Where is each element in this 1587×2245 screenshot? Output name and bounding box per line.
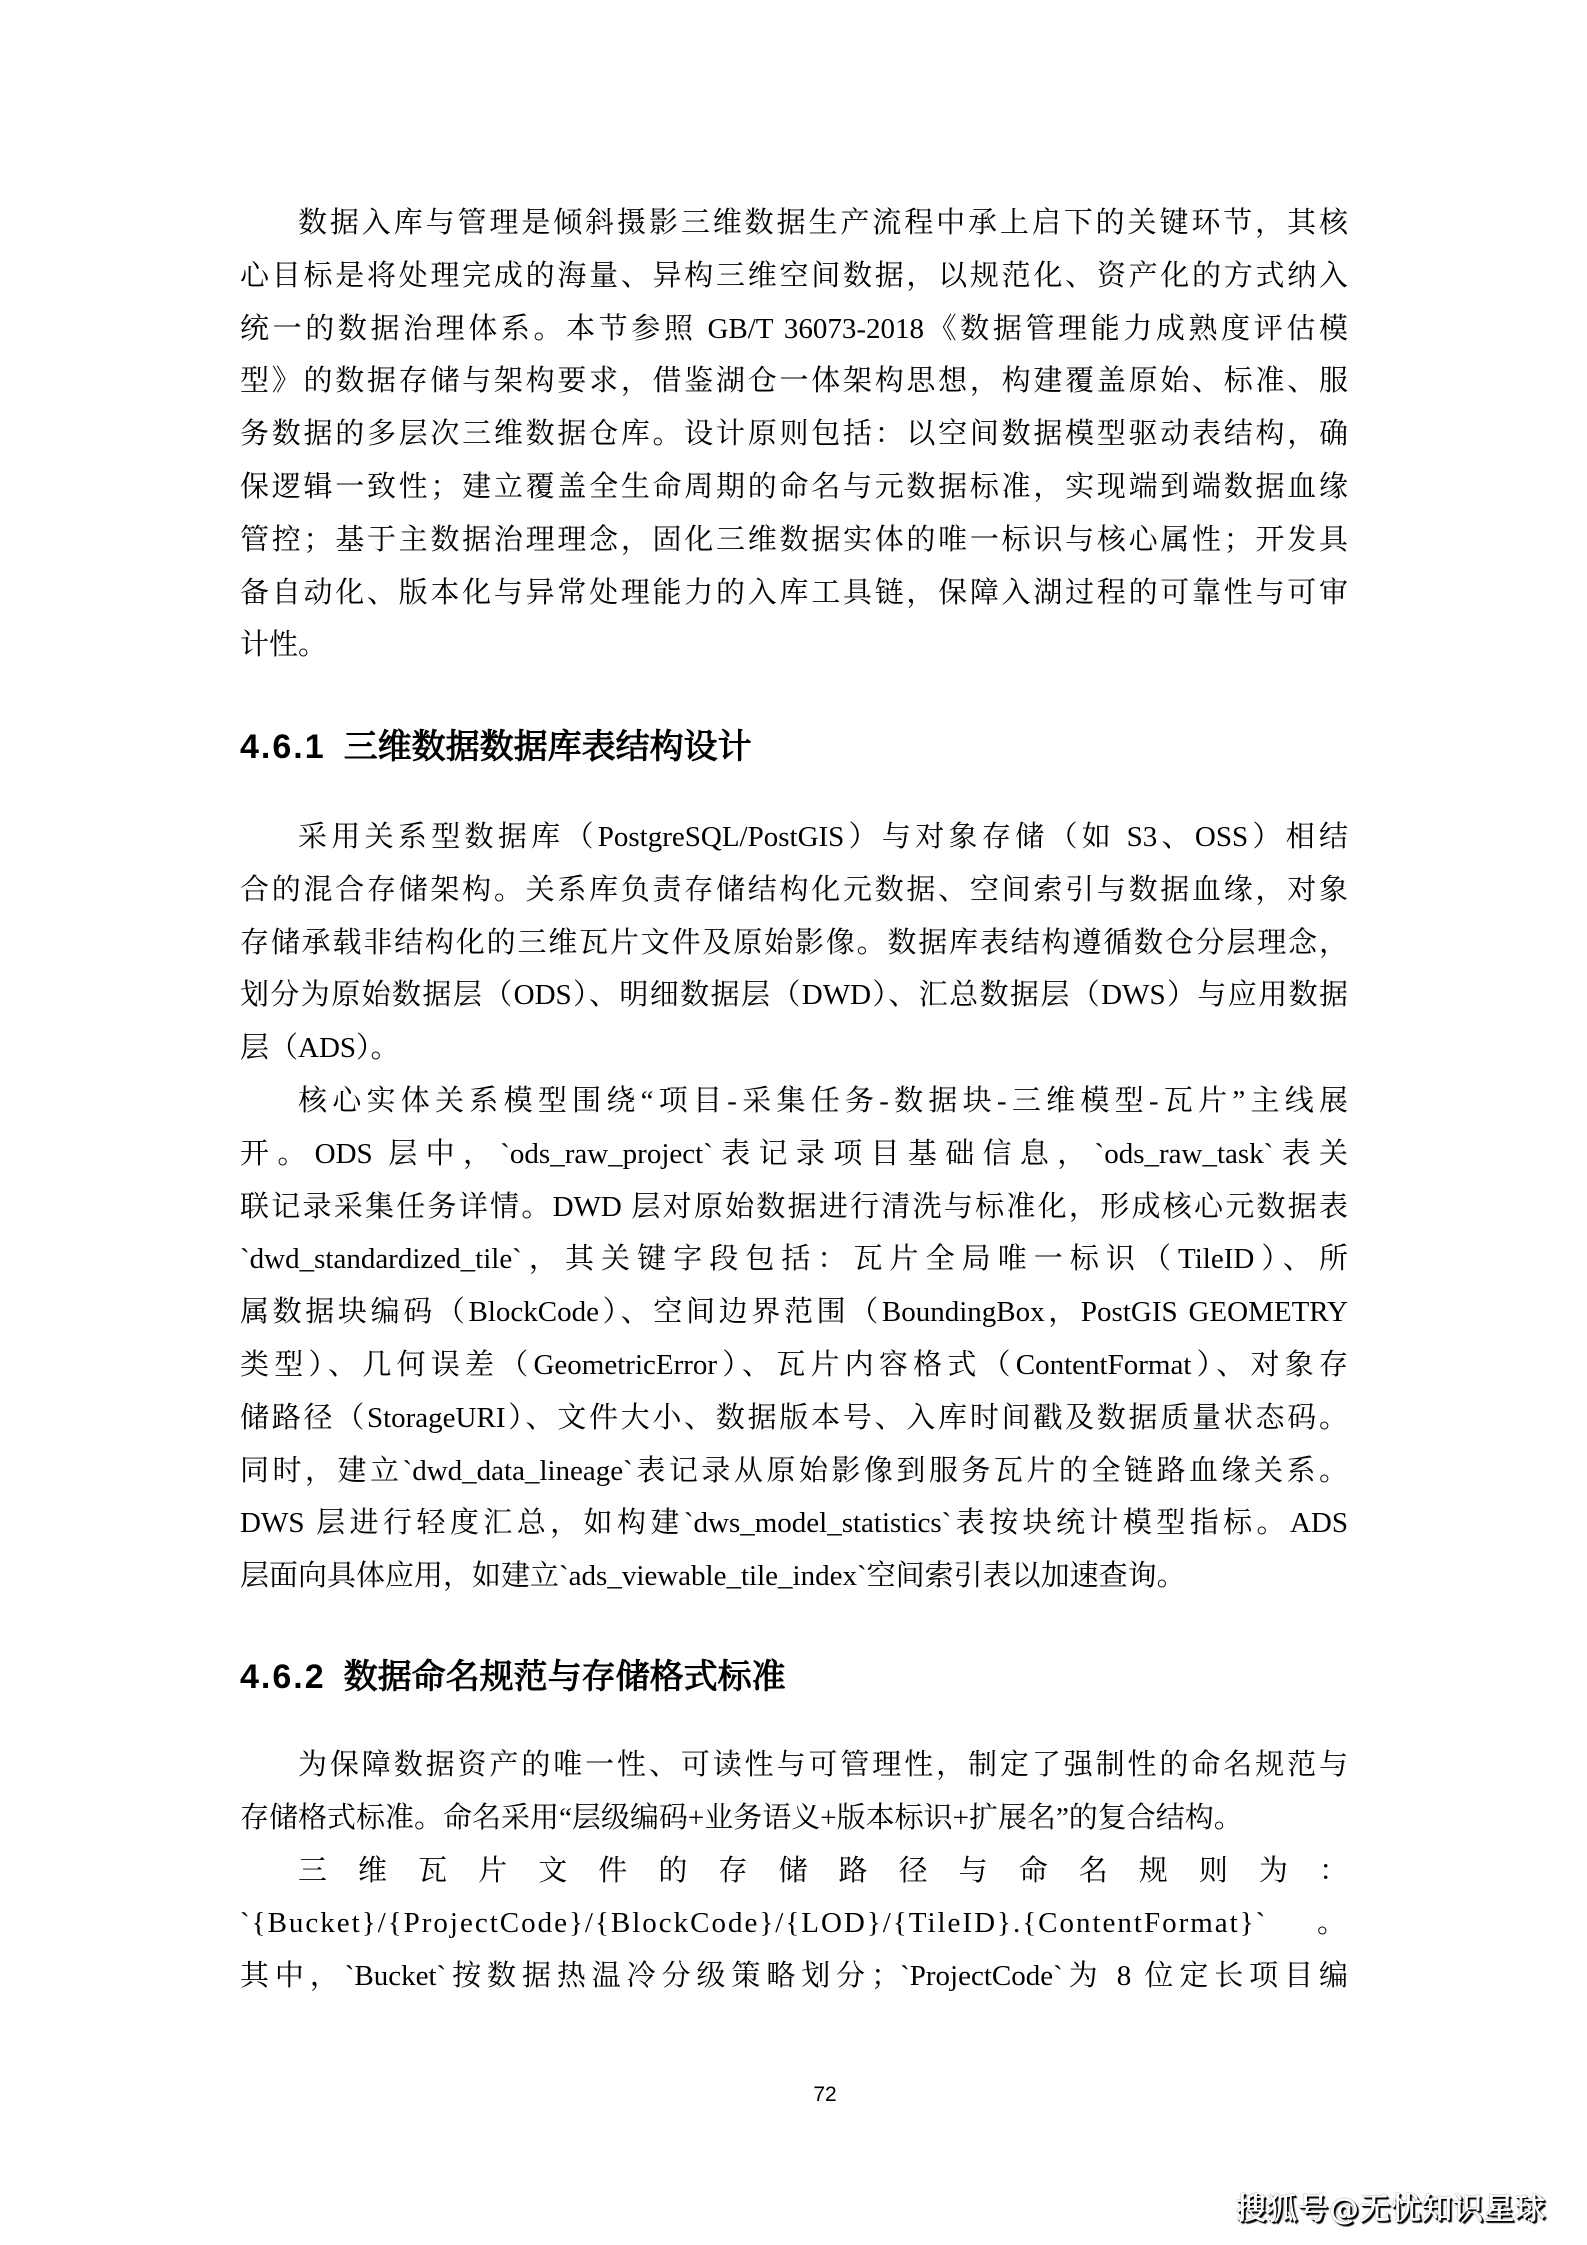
paragraph-naming-standard xyxy=(240,1739,1348,1845)
section-number: 4.6.2 xyxy=(240,1658,326,1696)
text-line: 管控；基于主数据治理理念，固化三维数据实体的唯一标识与核心属性；开发具 xyxy=(240,523,1348,556)
text-line: 为保障数据资产的唯一性、可读性与可管理性，制定了强制性的命名规范与 xyxy=(298,1749,1348,1781)
text-line: 开。ODS 层中，`ods_raw_project`表记录项目基础信息，`ods_raw_task`表关 xyxy=(240,1137,1348,1170)
text-line: 保逻辑一致性；建立覆盖全生命周期的命名与元数据标准，实现端到端数据血缘 xyxy=(240,470,1348,503)
text-line: 存储承载非结构化的三维瓦片文件及原始影像。数据库表结构遵循数仓分层理念， xyxy=(240,926,1348,959)
text-line: 备自动化、版本化与异常处理能力的入库工具链，保障入湖过程的可靠性与可审 xyxy=(240,576,1348,609)
text-line: 心目标是将处理完成的海量、异构三维空间数据，以规范化、资产化的方式纳入 xyxy=(240,259,1348,292)
section-title: 三维数据数据库表结构设计 xyxy=(343,727,752,767)
text-line: 层面向具体应用，如建立`ads_viewable_tile_index`空间索引表以加速查询。 xyxy=(240,1560,1186,1593)
paragraph-storage-architecture xyxy=(240,811,1348,1075)
text-line: 计性。 xyxy=(240,629,328,662)
text-line: 联记录采集任务详情。DWD 层对原始数据进行清洗与标准化，形成核心元数据表 xyxy=(240,1190,1348,1223)
text-line: 类型）、几何误差（GeometricError）、瓦片内容格式（ContentFormat）、对象存 xyxy=(240,1348,1348,1381)
text-line: 型》的数据存储与架构要求，借鉴湖仓一体架构思想，构建覆盖原始、标准、服 xyxy=(240,365,1348,398)
paragraph-storage-path-rule xyxy=(240,1845,1348,2003)
text-line: 存储格式标准。命名采用“层级编码+业务语义+版本标识+扩展名”的复合结构。 xyxy=(240,1801,1243,1834)
watermark: 搜狐号@无忧知识星球 xyxy=(1236,2192,1546,2227)
text-line: 采用关系型数据库（PostgreSQL/PostGIS）与对象存储（如 S3、OSS）相结 xyxy=(298,821,1348,853)
text-line: 划分为原始数据层（ODS）、明细数据层（DWD）、汇总数据层（DWS）与应用数据 xyxy=(240,979,1348,1012)
text-line: 数据入库与管理是倾斜摄影三维数据生产流程中承上启下的关键环节，其核 xyxy=(298,207,1348,239)
text-line: 务数据的多层次三维数据仓库。设计原则包括：以空间数据模型驱动表结构，确 xyxy=(240,418,1348,451)
section-4-6-2-body xyxy=(240,1739,1348,2003)
text-line: 其中，`Bucket`按数据热温冷分级策略划分；`ProjectCode`为 8 位定长项目编 xyxy=(240,1960,1348,1993)
text-line: `dwd_standardized_tile`，其关键字段包括：瓦片全局唯一标识（TileID）、所 xyxy=(240,1243,1348,1276)
section-4-6-1-body xyxy=(240,811,1348,1603)
text-line: 合的混合存储架构。关系库负责存储结构化元数据、空间索引与数据血缘，对象 xyxy=(240,873,1348,906)
section-number: 4.6.1 xyxy=(240,728,326,766)
section-title: 数据命名规范与存储格式标准 xyxy=(343,1657,786,1697)
storage-path-pattern: `{Bucket}/{ProjectCode}/{BlockCode}/{LOD}/{TileID}.{ContentFormat}`。 xyxy=(240,1907,1348,1940)
paragraph-entity-model xyxy=(240,1075,1348,1603)
section-heading-4-6-1 xyxy=(240,725,752,769)
text-line: 统一的数据治理体系。本节参照 GB/T 36073-2018《数据管理能力成熟度评估模 xyxy=(240,312,1348,345)
text-line: 储路径（StorageURI）、文件大小、数据版本号、入库时间戳及数据质量状态码。 xyxy=(240,1401,1348,1434)
text-line: 核心实体关系模型围绕“项目-采集任务-数据块-三维模型-瓦片”主线展 xyxy=(298,1084,1348,1117)
page-number: 72 xyxy=(813,2083,837,2106)
text-line: 层（ADS）。 xyxy=(240,1032,400,1065)
text-line: 属数据块编码（BlockCode）、空间边界范围（BoundingBox，PostGIS GEOMETRY xyxy=(240,1296,1348,1329)
text-line: DWS 层进行轻度汇总，如构建`dws_model_statistics`表按块统计模型指标。ADS xyxy=(240,1507,1348,1540)
text-line: 三维瓦片文件的存储路径与命名规则为： xyxy=(298,1854,1348,1887)
section-heading-4-6-2 xyxy=(240,1655,786,1699)
intro-paragraph xyxy=(240,197,1348,672)
text-line: 同时，建立`dwd_data_lineage`表记录从原始影像到服务瓦片的全链路血缘关系。 xyxy=(240,1454,1348,1487)
